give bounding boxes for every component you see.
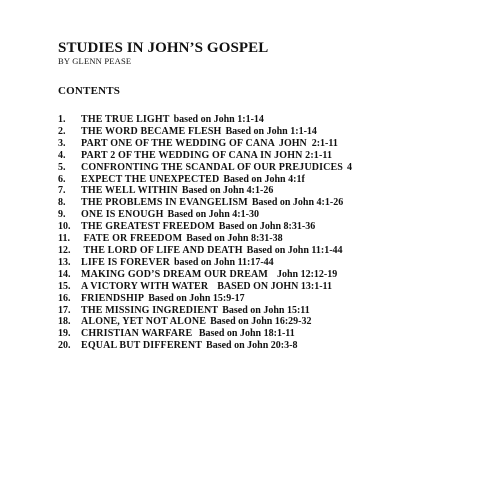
- toc-item-reference: Based on John 4:1-30: [167, 209, 259, 221]
- toc-item-reference: Based on John 18:1-11: [196, 328, 295, 340]
- toc-item-number: 3.: [58, 137, 66, 149]
- document-title: STUDIES IN JOHN’S GOSPEL: [58, 40, 269, 56]
- toc-item-title: THE TRUE LIGHT: [81, 114, 170, 125]
- toc-item-title: THE MISSING INGREDIENT: [81, 304, 219, 316]
- toc-item-number: 17.: [58, 304, 71, 316]
- toc-item: [58, 340, 488, 352]
- toc-item-number: 5.: [58, 161, 66, 173]
- toc-item: [58, 293, 488, 305]
- toc-item-number: 7.: [58, 185, 66, 197]
- toc-item: [58, 114, 488, 126]
- toc-item-reference: Based on John 4:1f: [223, 173, 305, 185]
- toc-item: [58, 328, 488, 340]
- toc-item-number: 4.: [58, 149, 66, 161]
- toc-item-title: THE WELL WITHIN: [81, 185, 178, 197]
- toc-item-reference: BASED ON JOHN 13:1-11: [212, 280, 332, 292]
- toc-item-number: 19.: [58, 328, 71, 340]
- contents-heading: CONTENTS: [58, 85, 121, 97]
- toc-item-title: FRIENDSHIP: [81, 292, 145, 304]
- toc-item-title: FATE OR FREEDOM: [81, 233, 183, 245]
- toc-item-number: 9.: [58, 209, 66, 221]
- toc-item-title: CHRISTIAN WARFARE: [81, 328, 193, 340]
- toc-item-title: EXPECT THE UNEXPECTED: [81, 173, 220, 185]
- toc-item-title: THE GREATEST FREEDOM: [81, 221, 215, 233]
- document-page: [58, 40, 488, 352]
- toc-item-reference: 4: [347, 161, 353, 173]
- toc-item: [58, 245, 488, 257]
- toc-item-number: 20.: [58, 340, 71, 352]
- document-author: BY GLENN PEASE: [58, 56, 132, 66]
- table-of-contents: [58, 114, 488, 352]
- toc-item-title: ONE IS ENOUGH: [81, 209, 164, 221]
- toc-item-reference: JOHN 2:1-11: [278, 137, 338, 149]
- toc-item-title: MAKING GOD’S DREAM OUR DREAM: [81, 268, 268, 280]
- toc-item-reference: Based on John 4:1-26: [181, 185, 274, 197]
- toc-item: [58, 209, 488, 221]
- toc-item-number: 13.: [58, 256, 71, 268]
- toc-item-number: 16.: [58, 292, 71, 304]
- toc-item-title: PART 2 OF THE WEDDING OF CANA IN JOHN 2:1-11: [81, 149, 333, 161]
- toc-item-number: 6.: [58, 173, 66, 185]
- toc-item-reference: based on John 1:1-14: [173, 114, 264, 125]
- toc-item-reference: Based on John 15:9-17: [148, 292, 245, 304]
- toc-item: [58, 257, 488, 269]
- toc-item-title: A VICTORY WITH WATER: [81, 280, 209, 292]
- toc-item-reference: John 12:12-19: [271, 268, 338, 280]
- toc-item: [58, 281, 488, 293]
- toc-item-reference: Based on John 1:1-14: [225, 125, 317, 137]
- toc-item-reference: Based on John 11:1-44: [246, 244, 343, 256]
- toc-item-title: THE WORD BECAME FLESH: [81, 125, 222, 137]
- toc-item-reference: based on John 11:17-44: [173, 256, 274, 268]
- toc-item-title: LIFE IS FOREVER: [81, 256, 170, 268]
- toc-item: [58, 126, 488, 138]
- toc-item-number: 18.: [58, 316, 71, 328]
- toc-item-title: CONFRONTING THE SCANDAL OF OUR PREJUDICES: [81, 161, 344, 173]
- toc-item: [58, 305, 488, 317]
- toc-item: [58, 269, 488, 281]
- toc-item-number: 1.: [58, 114, 66, 125]
- toc-item-number: 15.: [58, 280, 71, 292]
- toc-item-number: 10.: [58, 221, 71, 233]
- toc-item-number: 2.: [58, 125, 66, 137]
- toc-item: [58, 221, 488, 233]
- toc-item-title: PART ONE OF THE WEDDING OF CANA: [81, 137, 275, 149]
- toc-item: [58, 185, 488, 197]
- toc-item-reference: Based on John 8:31-38: [186, 233, 283, 245]
- toc-item-title: THE PROBLEMS IN EVANGELISM: [81, 197, 248, 209]
- toc-item-title: THE LORD OF LIFE AND DEATH: [81, 244, 243, 256]
- toc-item-number: 12.: [58, 244, 71, 256]
- toc-item-reference: Based on John 16:29-32: [210, 316, 312, 328]
- toc-item-reference: Based on John 4:1-26: [251, 197, 344, 209]
- toc-item-number: 11.: [58, 233, 70, 245]
- toc-item-number: 8.: [58, 197, 66, 209]
- toc-item-title: EQUAL BUT DIFFERENT: [81, 340, 203, 352]
- toc-item: [58, 174, 488, 186]
- toc-item: [58, 316, 488, 328]
- toc-item-reference: Based on John 20:3-8: [206, 340, 298, 352]
- toc-item: [58, 233, 488, 245]
- toc-item-number: 14.: [58, 268, 71, 280]
- toc-item: [58, 138, 488, 150]
- toc-item: [58, 197, 488, 209]
- toc-item: [58, 162, 488, 174]
- toc-item-title: ALONE, YET NOT ALONE: [81, 316, 207, 328]
- toc-item-reference: Based on John 8:31-36: [218, 221, 316, 233]
- toc-item-reference: Based on John 15:11: [222, 304, 310, 316]
- toc-item: [58, 150, 488, 162]
